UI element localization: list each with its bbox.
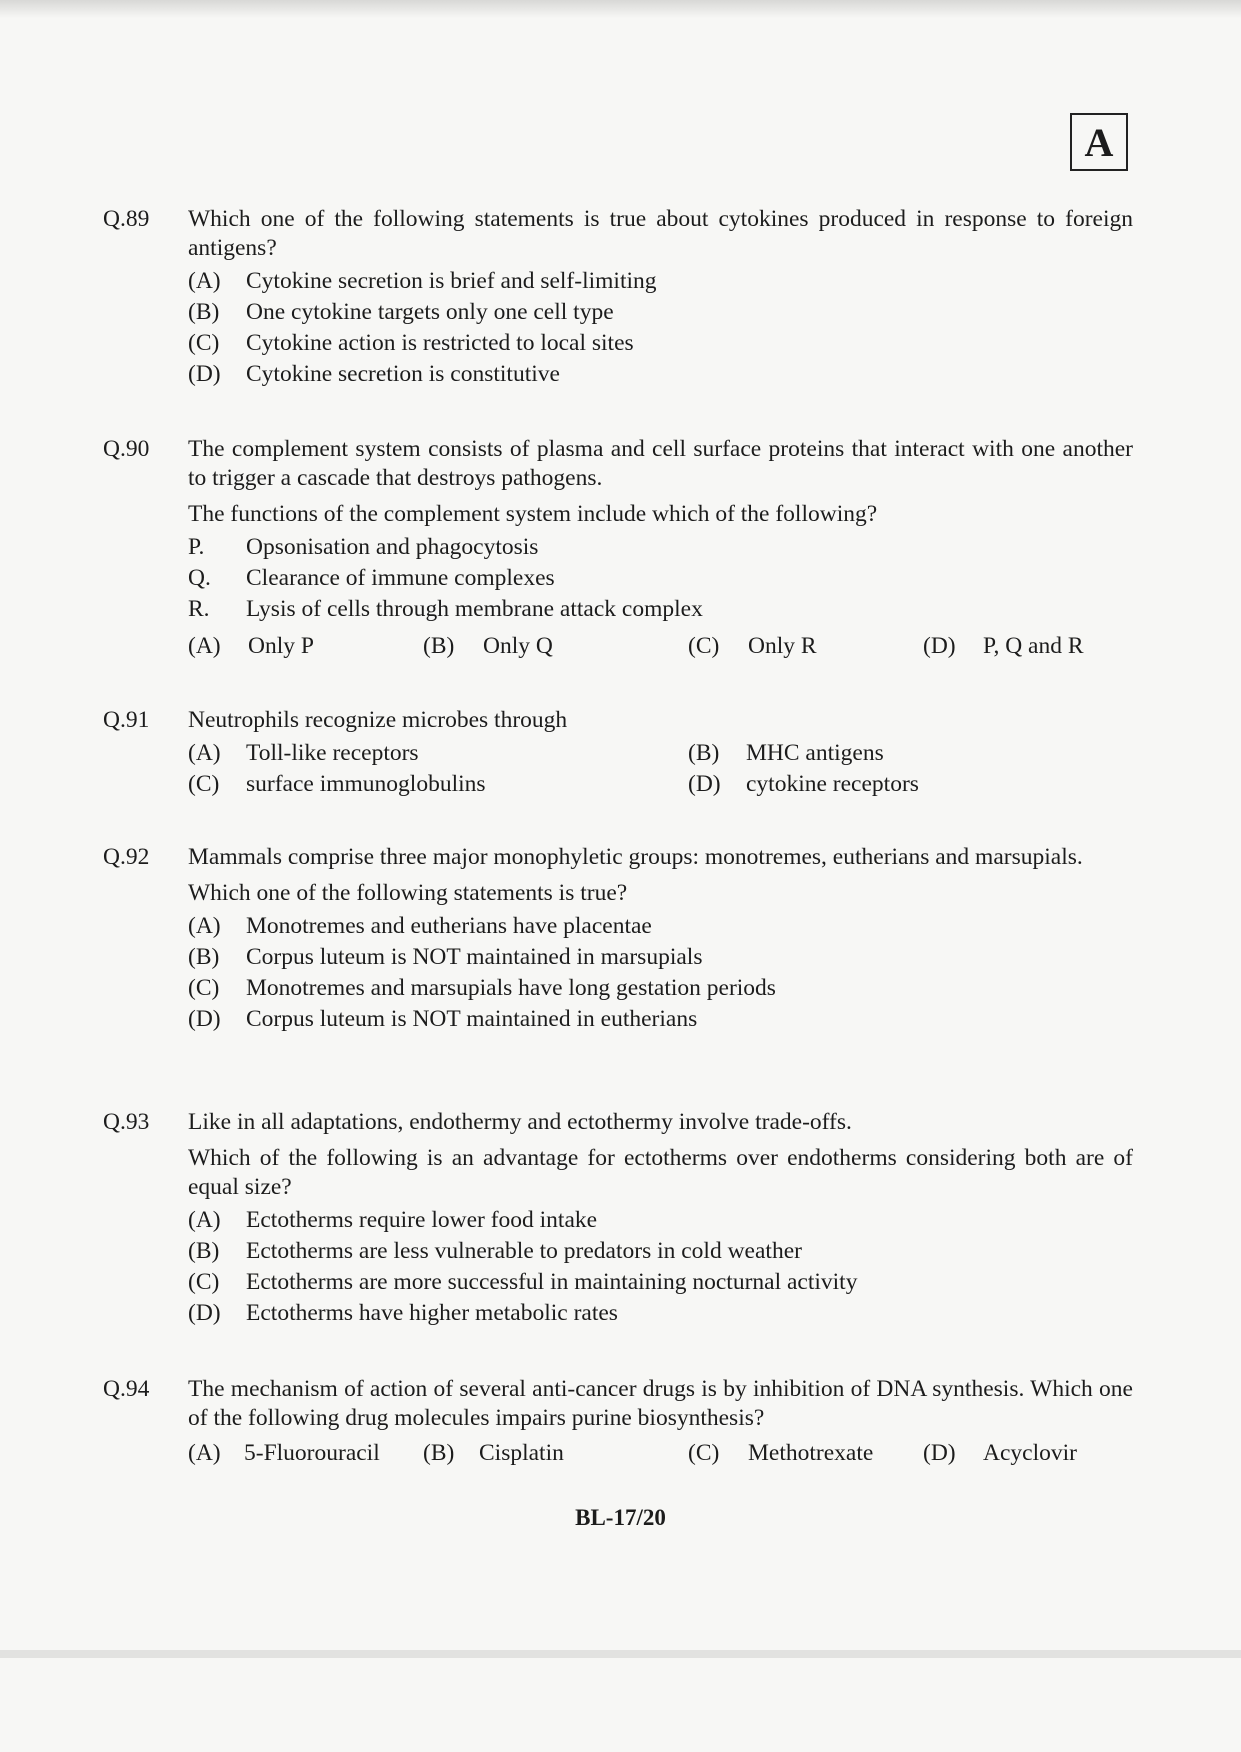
statements-list [188,533,1133,626]
question-stem-secondary: Which one of the following statements is true? [188,880,628,906]
option-a: (A) Ectotherms require lower food intake [188,1207,598,1233]
option-b: (B) Corpus luteum is NOT maintained in marsupials [188,944,703,970]
question-number: Q.93 [103,1109,150,1135]
question-stem: The complement system consists of plasma and cell surface proteins that interact with one another to trigger a cascade that destroys pathogens. [188,436,1133,491]
question-stem-secondary: Which of the following is an advantage for ectotherms over endotherms considering both are of equal size? [188,1145,1133,1200]
option-c: (C) Ectotherms are more successful in maintaining nocturnal activity [188,1269,858,1295]
option-c: (C) Methotrexate [688,1440,874,1466]
option-d: (D) P, Q and R [923,633,1084,659]
page-footer: BL-17/20 [575,1505,666,1530]
statement-p: P. Opsonisation and phagocytosis [188,534,539,560]
option-b: (B) Only Q [423,633,553,659]
option-d: (D) Corpus luteum is NOT maintained in eutherians [188,1006,698,1032]
option-c: (C) Monotremes and marsupials have long gestation periods [188,975,776,1001]
option-d: (D) Cytokine secretion is constitutive [188,361,560,387]
option-d: (D) Ectotherms have higher metabolic rates [188,1300,618,1326]
options-list [188,912,1133,1036]
option-b: (B) Ectotherms are less vulnerable to predators in cold weather [188,1238,802,1264]
option-d: (D) cytokine receptors [688,771,919,797]
set-label-box [1070,113,1128,171]
option-c: (C) Only R [688,633,817,659]
question-stem-secondary: The functions of the complement system include which of the following? [188,501,878,527]
option-b: (B) MHC antigens [688,740,884,766]
question-number: Q.90 [103,436,150,462]
options-row [188,1439,1133,1470]
statement-q: Q. Clearance of immune complexes [188,565,555,591]
option-a: (A) Cytokine secretion is brief and self-limiting [188,268,657,294]
question-number: Q.91 [103,707,150,733]
question-stem: The mechanism of action of several anti-cancer drugs is by inhibition of DNA synthesis. Which one of the following drug molecules impairs purine biosynthesis? [188,1376,1133,1431]
option-c: (C) surface immunoglobulins [188,771,486,797]
options-grid [188,739,1133,801]
question-number: Q.94 [103,1376,150,1402]
question-stem: Mammals comprise three major monophyletic groups: monotremes, eutherians and marsupials. [188,844,1083,870]
question-number: Q.92 [103,844,150,870]
option-b: (B) One cytokine targets only one cell type [188,299,614,325]
option-a: (A) Monotremes and eutherians have placentae [188,913,652,939]
option-c: (C) Cytokine action is restricted to local sites [188,330,634,356]
question-stem: Which one of the following statements is true about cytokines produced in response to foreign antigens? [188,206,1133,261]
scan-top-edge [0,0,1241,18]
question-stem: Like in all adaptations, endothermy and ectothermy involve trade-offs. [188,1109,852,1135]
options-list [188,1206,1133,1330]
option-a: (A) 5-Fluorouracil [188,1440,380,1466]
option-a: (A) Toll-like receptors [188,740,419,766]
set-label: A [1084,119,1114,165]
option-b: (B) Cisplatin [423,1440,564,1466]
question-stem: Neutrophils recognize microbes through [188,707,568,733]
scan-bottom-edge [0,1650,1241,1658]
option-a: (A) Only P [188,633,314,659]
question-number: Q.89 [103,206,150,232]
statement-r: R. Lysis of cells through membrane attack complex [188,596,703,622]
options-row [188,632,1133,663]
option-d: (D) Acyclovir [923,1440,1077,1466]
options-list [188,267,1133,391]
